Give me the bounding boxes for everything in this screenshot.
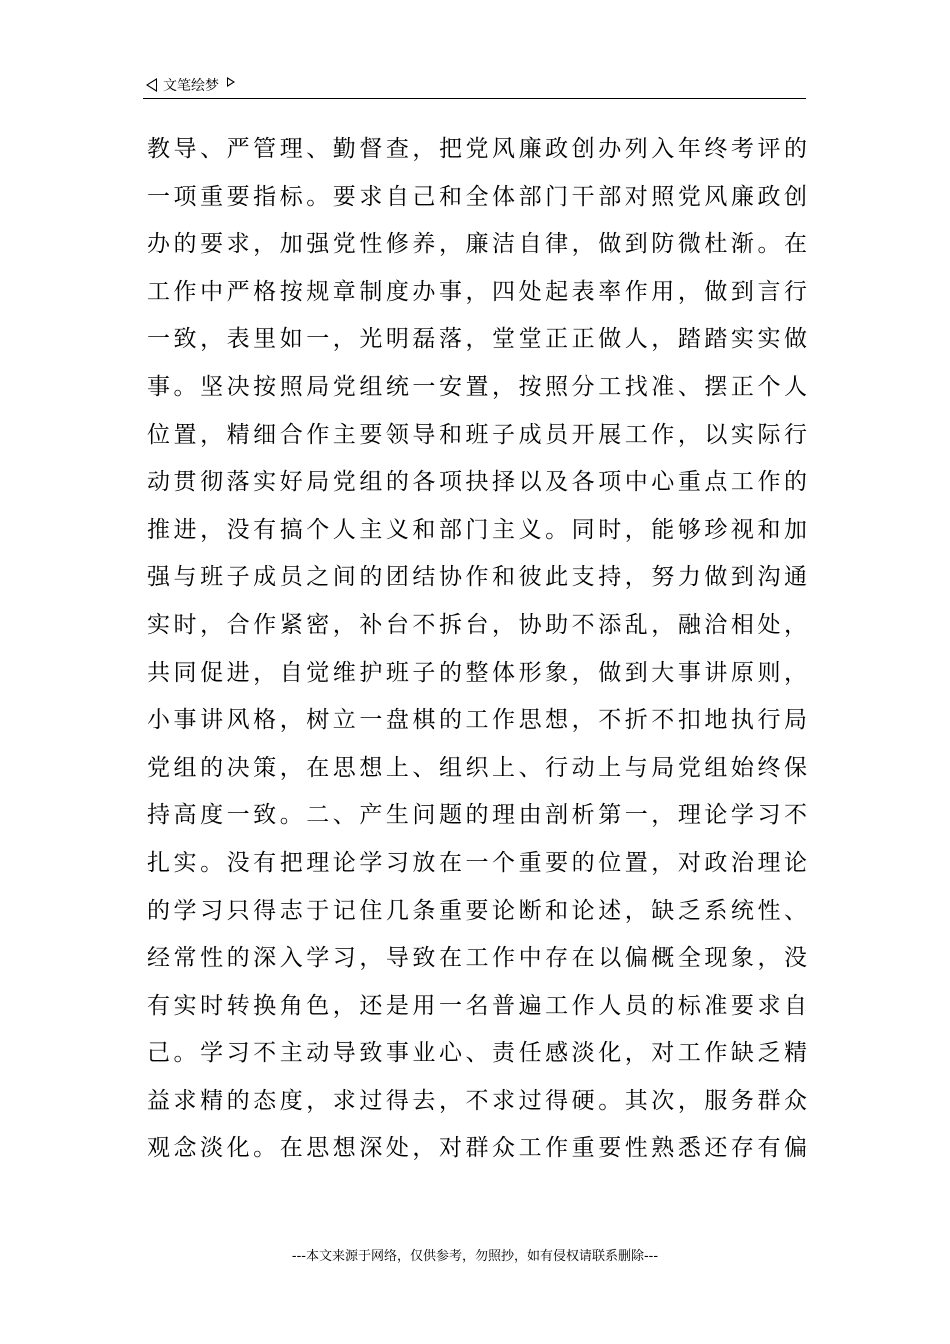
text-line: 持高度一致。二、产生问题的理由剖析第一，理论学习不 bbox=[147, 802, 807, 829]
header-divider bbox=[143, 98, 806, 99]
text-line: 一致，表里如一，光明磊落，堂堂正正做人，踏踏实实做 bbox=[147, 326, 807, 353]
text-line: 观念淡化。在思想深处，对群众工作重要性熟悉还存有偏 bbox=[147, 1135, 807, 1162]
text-line: 强与班子成员之间的团结协作和彼此支持，努力做到沟通 bbox=[147, 564, 807, 591]
text-line: 有实时转换角色，还是用一名普遍工作人员的标准要求自 bbox=[147, 992, 807, 1019]
footer-disclaimer: ---本文来源于网络，仅供参考，勿照抄，如有侵权请联系删除--- bbox=[291, 1249, 659, 1264]
text-line: 工作中严格按规章制度办事，四处起表率作用，做到言行 bbox=[147, 278, 807, 305]
text-line: 小事讲风格，树立一盘棋的工作思想，不折不扣地执行局 bbox=[147, 707, 807, 734]
text-line: 一项重要指标。要求自己和全体部门干部对照党风廉政创 bbox=[147, 183, 807, 210]
text-line: 的学习只得志于记住几条重要论断和论述，缺乏系统性、 bbox=[147, 897, 807, 924]
text-line: 益求精的态度，求过得去，不求过得硬。其次，服务群众 bbox=[147, 1087, 807, 1114]
header-title: 文笔绘梦 bbox=[163, 78, 219, 94]
body-text bbox=[147, 126, 807, 1173]
text-line: 事。坚决按照局党组统一安置，按照分工找准、摆正个人 bbox=[147, 373, 807, 400]
text-line: 党组的决策，在思想上、组织上、行动上与局党组始终保 bbox=[147, 754, 807, 781]
text-line: 教导、严管理、勤督查，把党风廉政创办列入年终考评的 bbox=[147, 136, 807, 162]
triangle-left-icon bbox=[146, 78, 157, 92]
document-header bbox=[146, 74, 235, 96]
text-line: 扎实。没有把理论学习放在一个重要的位置，对政治理论 bbox=[147, 849, 807, 876]
text-line: 实时，合作紧密，补台不拆台，协助不添乱，融洽相处， bbox=[147, 611, 807, 638]
text-line: 动贯彻落实好局党组的各项抉择以及各项中心重点工作的 bbox=[147, 469, 807, 496]
text-line: 位置，精细合作主要领导和班子成员开展工作，以实际行 bbox=[147, 421, 807, 448]
triangle-right-icon bbox=[227, 77, 235, 87]
text-line: 共同促进，自觉维护班子的整体形象，做到大事讲原则， bbox=[147, 659, 807, 686]
text-line: 经常性的深入学习，导致在工作中存在以偏概全现象，没 bbox=[147, 945, 807, 972]
text-line: 推进，没有搞个人主义和部门主义。同时，能够珍视和加 bbox=[147, 516, 807, 543]
text-line: 己。学习不主动导致事业心、责任感淡化，对工作缺乏精 bbox=[147, 1040, 807, 1067]
text-line: 办的要求，加强党性修养，廉洁自律，做到防微杜渐。在 bbox=[147, 231, 807, 258]
